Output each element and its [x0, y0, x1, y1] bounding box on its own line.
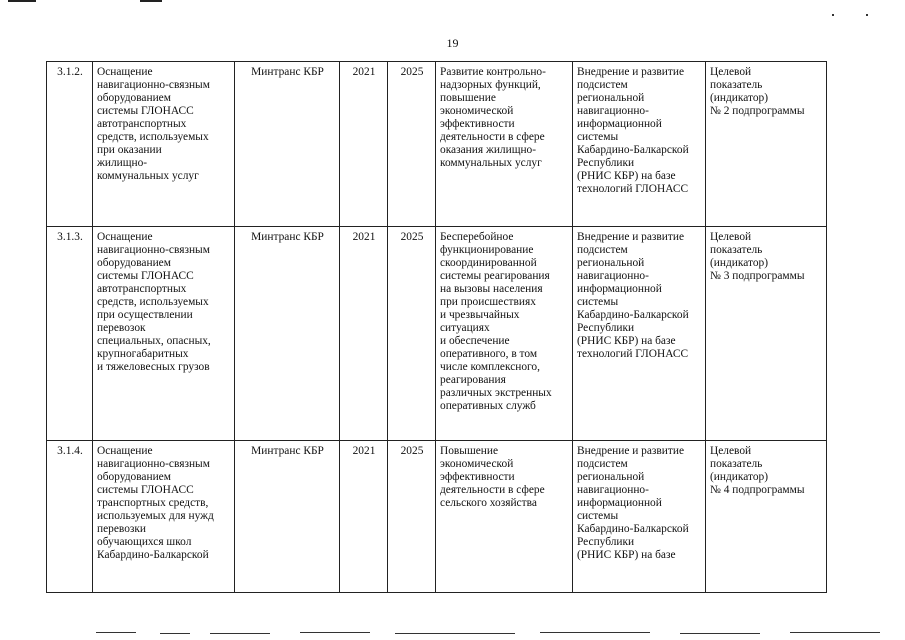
table-row: [47, 62, 827, 227]
end-year: 2025: [388, 227, 436, 441]
page-number: 19: [446, 36, 459, 50]
table-row: [47, 441, 827, 593]
scan-mark-top-left-2: [140, 0, 162, 2]
scan-edge-line: [540, 632, 650, 633]
scan-edge-line: [395, 633, 515, 634]
program-link: Внедрение и развитие подсистем региональной навигационно- информационной системы Кабардино-Балкарской Республики (РНИС КБР) на базе: [573, 441, 706, 593]
target-indicator: Целевой показатель (индикатор) № 3 подпрограммы: [706, 227, 827, 441]
program-link: Внедрение и развитие подсистем региональной навигационно- информационной системы Кабардино-Балкарской Республики (РНИС КБР) на базе технологий ГЛОНАСС: [573, 62, 706, 227]
program-link: Внедрение и развитие подсистем региональной навигационно- информационной системы Кабардино-Балкарской Республики (РНИС КБР) на базе технологий ГЛОНАСС: [573, 227, 706, 441]
end-year: 2025: [388, 62, 436, 227]
start-year: 2021: [340, 441, 388, 593]
activity-name: Оснащение навигационно-связным оборудованием системы ГЛОНАСС транспортных средств, используемых для нужд перевозки обучающихся школ Кабардино-Балкарской: [93, 441, 235, 593]
scan-edge-line: [300, 632, 370, 633]
executor: Минтранс КБР: [235, 62, 340, 227]
activity-name: Оснащение навигационно-связным оборудованием системы ГЛОНАСС автотранспортных средств, используемых при оказании жилищно- коммунальных услуг: [93, 62, 235, 227]
program-activities-table: [46, 61, 827, 593]
start-year: 2021: [340, 227, 388, 441]
row-number: 3.1.2.: [47, 62, 93, 227]
executor: Минтранс КБР: [235, 227, 340, 441]
expected-result: Развитие контрольно- надзорных функций, повышение экономической эффективности деятельности в сфере оказания жилищно- коммунальных услуг: [436, 62, 573, 227]
end-year: 2025: [388, 441, 436, 593]
scan-edge-line: [210, 633, 270, 634]
scan-dot: [832, 14, 834, 16]
scan-edge-line: [96, 632, 136, 633]
start-year: 2021: [340, 62, 388, 227]
target-indicator: Целевой показатель (индикатор) № 2 подпрограммы: [706, 62, 827, 227]
expected-result: Повышение экономической эффективности деятельности в сфере сельского хозяйства: [436, 441, 573, 593]
row-number: 3.1.4.: [47, 441, 93, 593]
scan-edge-line: [160, 633, 190, 634]
table-row: [47, 227, 827, 441]
activity-name: Оснащение навигационно-связным оборудованием системы ГЛОНАСС автотранспортных средств, используемых при осуществлении перевозок специальных, опасных, крупногабаритных и тяжеловесных грузов: [93, 227, 235, 441]
expected-result: Бесперебойное функционирование скоординированной системы реагирования на вызовы населения при происшествиях и чрезвычайных ситуациях и обеспечение оперативного, в том числе комплексного, реагирования различных экстренных оперативных служб: [436, 227, 573, 441]
row-number: 3.1.3.: [47, 227, 93, 441]
scan-edge-line: [790, 632, 880, 633]
scan-mark-top-left: [8, 0, 36, 2]
executor: Минтранс КБР: [235, 441, 340, 593]
target-indicator: Целевой показатель (индикатор) № 4 подпрограммы: [706, 441, 827, 593]
scan-dot: [866, 14, 868, 16]
scan-edge-line: [680, 633, 760, 634]
